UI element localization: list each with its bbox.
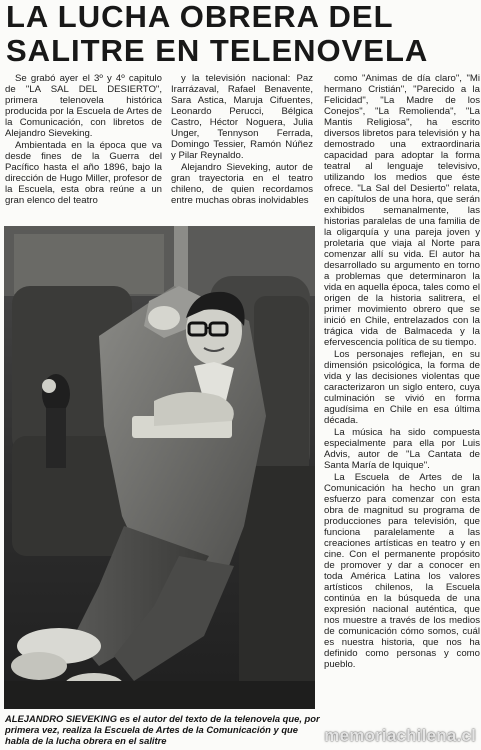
- article-paragraph: La música ha sido compuesta especialmente para ella por Luis Advis, autor de "La Cantata de Santa María de Iquique".: [324, 427, 480, 471]
- watermark: memoriachilena.cl: [324, 726, 476, 745]
- article-paragraph: como "Animas de día claro", "Mi hermano Cristián", "Parecido a la Felicidad", "La Madre de los Conejos", "La Remolienda", "La Mantis Religiosa", ha escrito diversos libretos para televisión y ha demostrado una extraordinaria capacidad para adoptar la forma teatral al lenguaje televisivo, utilizando los medios que éste ofrece. "La Sal del Desierto" relata, en capítulos de una hora, que serán exhibidos semanalmente, las historias paralelas de una familia de la oligarquía y una pareja joven y proletaria que viaja al Norte para comenzar allí su vida. El autor ha desarrollado su argumento en torno a problemas que determinaron la vida en aquella época, tales como el origen de la historia salitrera, el primer movimiento obrero que se inició en Chile, entrelazados con la trágica vida de Balmaceda y la efervescencia política de su tiempo.: [324, 73, 480, 348]
- article-paragraph: La Escuela de Artes de la Comunicación ha hecho un gran esfuerzo para comenzar con esta obra de magnitud su programa de producciones para televisión, que funciona paralelamente a las creaciones artísticas en teatro y en cine. Con el permanente propósito de promover y dar a conocer en toda América Latina los valores artísticos chilenos, la Escuela continúa en la búsqueda de una expresión nacional auténtica, que nos muestre a través de los medios de comunicación cómo somos, cuál es nuestra historia, que nos ha definido como personas y como pueblo.: [324, 472, 480, 670]
- headline: [6, 0, 481, 68]
- headline-line-1: LA LUCHA OBRERA DEL: [6, 0, 394, 34]
- article-paragraph: y la televisión nacional: Paz Irarrázaval, Rafael Benavente, Sara Astica, Maruja Cifuentes, Leonardo Perucci, Bélgica Castro, Héctor Noguera, Julia Unger, Tennyson Ferrada, Domingo Tessier, Ramón Núñez y Pilar Reynaldo.: [171, 73, 313, 161]
- caption-text: es el autor del texto de la telenovela que, por primera vez, realiza la Escuela de Artes de la Comunicación y que habla de la lucha obrera en el salitre: [5, 713, 320, 746]
- article-paragraph: Alejandro Sieveking, autor de gran trayectoria en el teatro chileno, de quien recordamos entre muchas obras inolvidables: [171, 162, 313, 206]
- headline-line-2: SALITRE EN TELENOVELA: [6, 33, 429, 68]
- photo-caption: [5, 713, 323, 746]
- article-paragraph: Se grabó ayer el 3º y 4º capitulo de "LA SAL DEL DESIERTO", primera telenovela histórica producida por la Escuela de Artes de la Comunicación, con libretos de Alejandro Sieveking.: [5, 73, 162, 139]
- author-photo: [4, 226, 315, 709]
- caption-name: ALEJANDRO SIEVEKING: [5, 713, 117, 724]
- article-paragraph: Los personajes reflejan, en su dimensión psicológica, la forma de vida y las decisiones violentas que caracterizaron un siglo entero, cuya culminación se vivió en forma agudísima en Chile en esa última década.: [324, 349, 480, 426]
- article-column-2: [171, 73, 313, 221]
- article-column-3: [324, 73, 480, 745]
- author-photo-illustration: [4, 226, 315, 709]
- article-paragraph: Ambientada en la época que va desde fines de la Guerra del Pacífico hasta el año 1896, bajo la dirección de Hugo Miller, profesor de la Escuela, esta obra reúne a un gran elenco del teatro: [5, 140, 162, 206]
- article-column-1: [5, 73, 162, 221]
